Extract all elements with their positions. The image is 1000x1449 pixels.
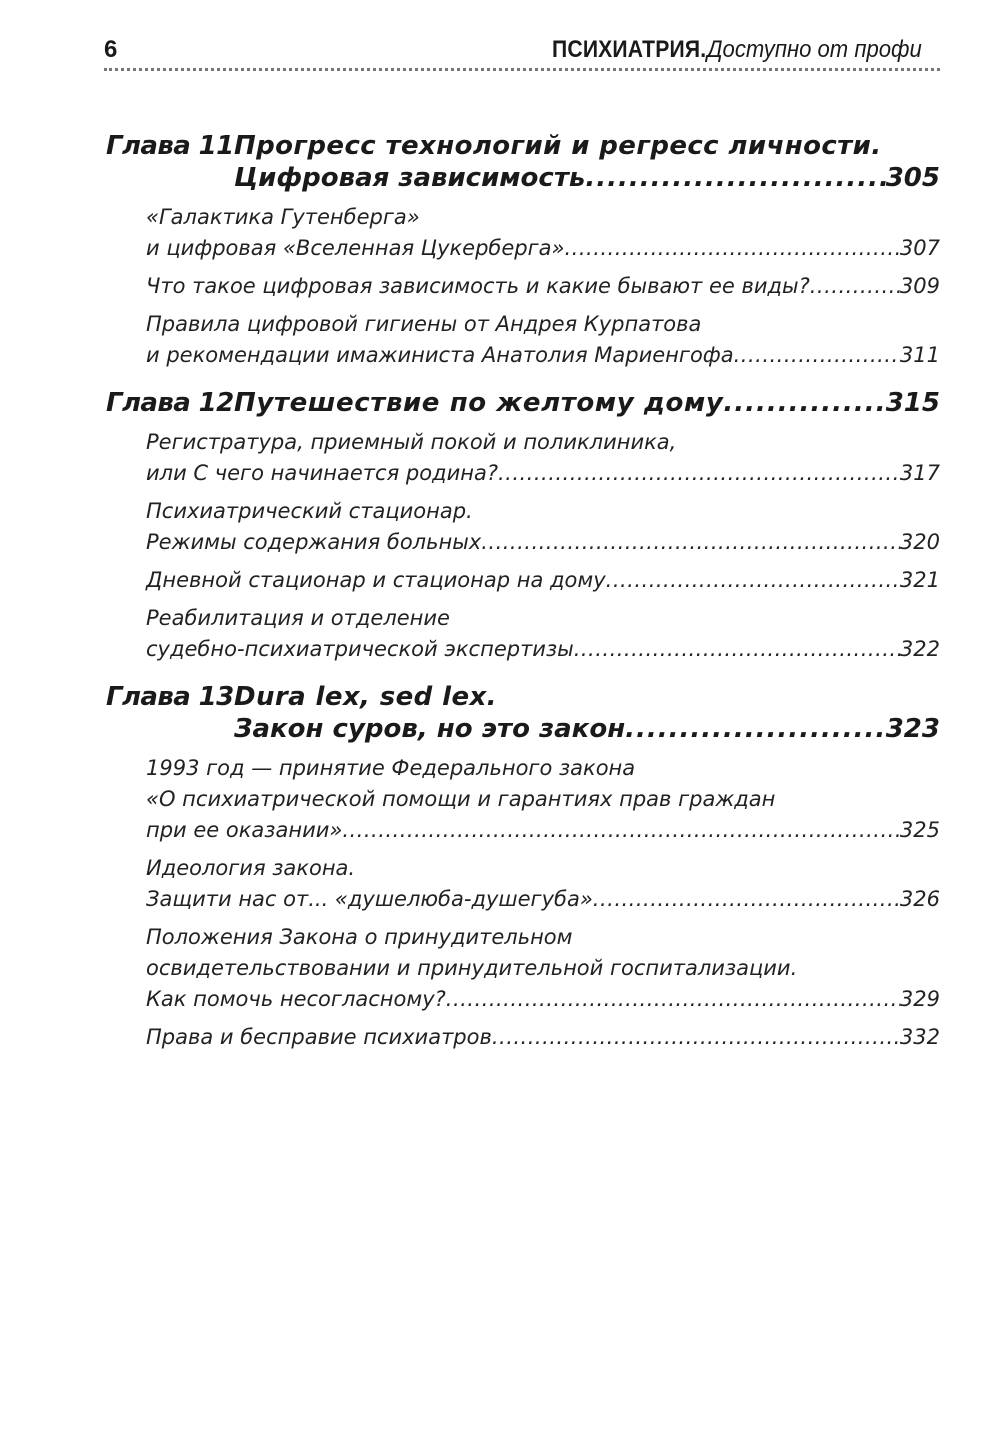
section-page-number: 326 (899, 887, 940, 911)
section-title-line: судебно-психиатрической экспертизы (146, 637, 574, 661)
section-title-line: «Галактика Гутенберга» (146, 205, 420, 229)
chapter-title-line: Dura lex, sed lex. (234, 682, 497, 712)
section-page-number: 320 (899, 530, 940, 554)
section-page-number: 309 (899, 274, 940, 298)
chapter-title-line: Прогресс технологий и регресс личности. (234, 131, 882, 161)
dot-leader (593, 884, 900, 915)
section-entry[interactable] (146, 565, 940, 596)
section-page-number: 322 (899, 637, 940, 661)
section-title-line: Регистратура, приемный покой и поликлиника, (146, 430, 677, 454)
header-dotted-rule (104, 68, 940, 71)
section-entry[interactable] (146, 427, 940, 489)
section-entry[interactable] (146, 202, 940, 264)
section-page-number: 307 (899, 236, 940, 260)
section-title-line: Права и бесправие психиатров (146, 1025, 492, 1049)
section-title-line: Правила цифровой гигиены от Андрея Курпатова (146, 312, 702, 336)
section-title-line: Режимы содержания больных (146, 530, 482, 554)
section-title-line: и цифровая «Вселенная Цукерберга» (146, 236, 565, 260)
section-page-number: 317 (899, 461, 940, 485)
chapter-entry[interactable] (106, 387, 940, 419)
book-title-main: ПСИХИАТРИЯ. (552, 36, 707, 63)
section-title-line: Защити нас от... «душелюба-душегуба» (146, 887, 593, 911)
chapter-entry[interactable] (106, 130, 940, 194)
section-page-number: 325 (899, 818, 940, 842)
dot-leader (498, 458, 900, 489)
section-title-line: Психиатрический стационар. (146, 499, 473, 523)
dot-leader (574, 634, 900, 665)
section-page-number: 311 (899, 343, 940, 367)
chapter-label: Глава 11. (106, 131, 243, 161)
section-entry[interactable] (146, 309, 940, 371)
chapter-page-number: 323 (885, 714, 940, 744)
section-list (106, 427, 940, 665)
section-title-line: Идеология закона. (146, 856, 356, 880)
section-title-line: Что такое цифровая зависимость и какие бывают ее виды? (146, 274, 810, 298)
section-title-line: или С чего начинается родина? (146, 461, 498, 485)
dot-leader (481, 527, 900, 558)
chapter-title-line: Цифровая зависимость (234, 163, 586, 193)
dot-leader (723, 387, 885, 419)
page-number: 6 (104, 36, 118, 63)
section-entry[interactable] (146, 1022, 940, 1053)
dot-leader (734, 340, 900, 371)
dot-leader (625, 713, 886, 745)
book-title-subtitle: Доступно от профи (706, 36, 922, 63)
section-entry[interactable] (146, 271, 940, 302)
section-title-line: Реабилитация и отделение (146, 606, 450, 630)
section-title-line: Положения Закона о принудительном (146, 925, 573, 949)
dot-leader (492, 1022, 900, 1053)
dot-leader (565, 233, 900, 264)
section-page-number: 321 (899, 568, 940, 592)
chapter-entry[interactable] (106, 681, 940, 745)
table-of-contents (106, 130, 940, 1069)
section-entry[interactable] (146, 853, 940, 915)
section-title-line: освидетельствовании и принудительной госпитализации. (146, 956, 798, 980)
section-entry[interactable] (146, 753, 940, 846)
section-title-line: при ее оказании» (146, 818, 343, 842)
section-entry[interactable] (146, 922, 940, 1015)
dot-leader (810, 271, 900, 302)
chapter-label: Глава 12. (106, 388, 243, 418)
dot-leader (606, 565, 900, 596)
section-entry[interactable] (146, 496, 940, 558)
book-title (531, 36, 940, 64)
chapter-title-line: Закон суров, но это закон (234, 714, 626, 744)
dot-leader (585, 162, 885, 194)
section-title-line: Как помочь несогласному? (146, 987, 446, 1011)
chapter-page-number: 315 (885, 388, 940, 418)
section-page-number: 332 (899, 1025, 940, 1049)
chapter-title-line: Путешествие по желтому дому (234, 388, 724, 418)
section-title-line: Дневной стационар и стационар на дому (146, 568, 606, 592)
section-page-number: 329 (899, 987, 940, 1011)
section-title-line: 1993 год — принятие Федерального закона (146, 756, 636, 780)
chapter-label: Глава 13. (106, 682, 243, 712)
section-title-line: «О психиатрической помощи и гарантиях прав граждан (146, 787, 776, 811)
chapter-page-number: 305 (885, 163, 940, 193)
section-entry[interactable] (146, 603, 940, 665)
section-title-line: и рекомендации имажиниста Анатолия Мариенгофа (146, 343, 734, 367)
section-list (106, 753, 940, 1053)
dot-leader (446, 984, 900, 1015)
dot-leader (342, 815, 900, 846)
section-list (106, 202, 940, 371)
